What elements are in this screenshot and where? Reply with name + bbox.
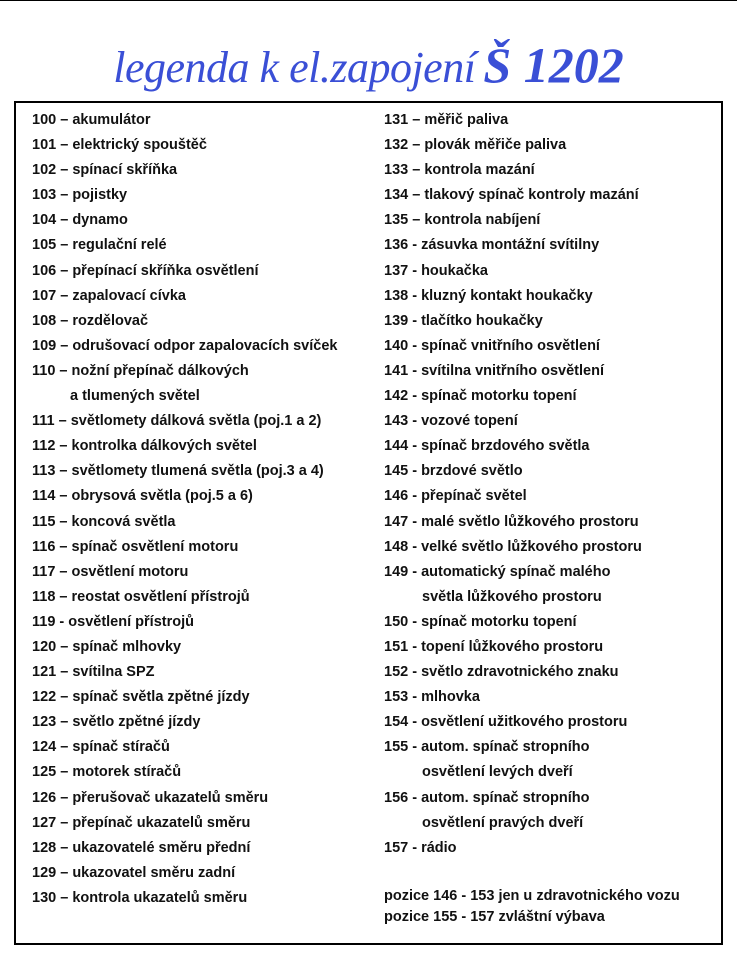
legend-item-continuation: osvětlení pravých dveří: [422, 814, 584, 831]
top-rule: [0, 0, 737, 1]
legend-item: 100 – akumulátor: [32, 112, 151, 128]
legend-item: 131 – měřič paliva: [384, 112, 509, 128]
right-column: [384, 112, 719, 865]
legend-item: 122 – spínač světla zpětné jízdy: [32, 689, 250, 706]
legend-item: 142 - spínač motorku topení: [384, 388, 577, 405]
legend-item: 134 – tlakový spínač kontroly mazání: [384, 187, 639, 204]
legend-item: 118 – reostat osvětlení přístrojů: [32, 588, 250, 605]
legend-item: 132 – plovák měřiče paliva: [384, 137, 567, 154]
legend-item: 120 – spínač mlhovky: [32, 638, 182, 655]
legend-item: 126 – přerušovač ukazatelů směru: [32, 789, 269, 806]
legend-item: 151 - topení lůžkového prostoru: [384, 638, 604, 655]
legend-item: 113 – světlomety tlumená světla (poj.3 a 4): [32, 463, 324, 480]
legend-item-continuation: světla lůžkového prostoru: [422, 588, 602, 605]
legend-item: 128 – ukazovatelé směru přední: [32, 839, 251, 856]
legend-item-continuation: osvětlení levých dveří: [422, 764, 573, 781]
legend-item: 109 – odrušovací odpor zapalovacích svíček: [32, 337, 338, 354]
title-model: Š 1202: [483, 37, 624, 93]
legend-item: 135 – kontrola nabíjení: [384, 212, 541, 229]
legend-item: 111 – světlomety dálková světla (poj.1 a 2): [32, 413, 322, 430]
note-line: pozice 155 - 157 zvláštní výbava: [384, 909, 605, 925]
legend-item: 115 – koncová světla: [32, 513, 176, 530]
legend-item: 147 - malé světlo lůžkového prostoru: [384, 513, 639, 530]
left-column: [32, 112, 382, 915]
legend-item: 129 – ukazovatel směru zadní: [32, 864, 236, 881]
legend-item: 146 - přepínač světel: [384, 488, 527, 505]
legend-item: 136 - zásuvka montážní svítilny: [384, 237, 600, 254]
legend-item: 107 – zapalovací cívka: [32, 287, 186, 304]
legend-item: 130 – kontrola ukazatelů směru: [32, 889, 248, 906]
legend-item: 155 - autom. spínač stropního: [384, 739, 590, 756]
legend-item: 157 - rádio: [384, 839, 457, 856]
page-title: [0, 36, 737, 94]
legend-item: 152 - světlo zdravotnického znaku: [384, 664, 619, 681]
legend-item: 105 – regulační relé: [32, 237, 167, 254]
legend-item: 119 - osvětlení přístrojů: [32, 613, 194, 630]
legend-item: 121 – svítilna SPZ: [32, 664, 155, 681]
legend-item: 110 – nožní přepínač dálkových: [32, 362, 249, 379]
note-line: pozice 146 - 153 jen u zdravotnického vozu: [384, 888, 680, 904]
legend-item: 137 - houkačka: [384, 262, 488, 279]
legend-item: 103 – pojistky: [32, 187, 128, 204]
legend-item: 148 - velké světlo lůžkového prostoru: [384, 538, 642, 555]
legend-item: 102 – spínací skříňka: [32, 162, 178, 179]
title-text: legenda k el.zapojení: [113, 43, 476, 92]
legend-item: 145 - brzdové světlo: [384, 463, 523, 480]
legend-item: 124 – spínač stíračů: [32, 739, 170, 756]
legend-item: 127 – přepínač ukazatelů směru: [32, 814, 251, 831]
legend-item-continuation: a tlumených světel: [70, 388, 200, 405]
legend-item: 104 – dynamo: [32, 212, 128, 229]
legend-frame: [14, 101, 723, 945]
legend-item: 101 – elektrický spouštěč: [32, 137, 207, 154]
legend-item: 139 - tlačítko houkačky: [384, 312, 543, 329]
legend-item: 140 - spínač vnitřního osvětlení: [384, 337, 600, 354]
legend-item: 153 - mlhovka: [384, 689, 480, 706]
legend-item: 149 - automatický spínač malého: [384, 563, 611, 580]
legend-item: 123 – světlo zpětné jízdy: [32, 714, 201, 731]
legend-item: 116 – spínač osvětlení motoru: [32, 538, 239, 555]
notes: [384, 888, 680, 930]
legend-item: 133 – kontrola mazání: [384, 162, 535, 179]
legend-item: 138 - kluzný kontakt houkačky: [384, 287, 593, 304]
legend-item: 106 – přepínací skříňka osvětlení: [32, 262, 259, 279]
legend-item: 117 – osvětlení motoru: [32, 563, 189, 580]
legend-item: 112 – kontrolka dálkových světel: [32, 438, 257, 455]
legend-item: 150 - spínač motorku topení: [384, 613, 577, 630]
legend-item: 154 - osvětlení užitkového prostoru: [384, 714, 628, 731]
legend-item: 114 – obrysová světla (poj.5 a 6): [32, 488, 253, 505]
legend-item: 108 – rozdělovač: [32, 312, 149, 329]
legend-item: 141 - svítilna vnitřního osvětlení: [384, 362, 604, 379]
legend-item: 125 – motorek stíračů: [32, 764, 182, 781]
legend-item: 143 - vozové topení: [384, 413, 518, 430]
legend-item: 144 - spínač brzdového světla: [384, 438, 590, 455]
legend-item: 156 - autom. spínač stropního: [384, 789, 590, 806]
